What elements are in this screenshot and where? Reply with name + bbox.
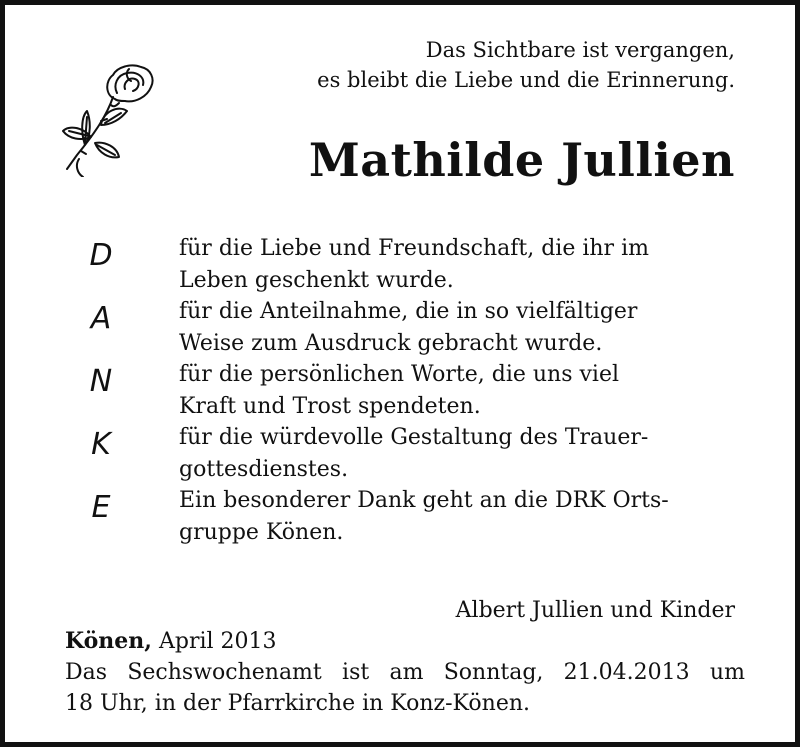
place-date — [65, 626, 277, 657]
notice-word: Sonntag, — [443, 660, 544, 685]
thanks-line: Leben geschenkt wurde. — [179, 267, 454, 293]
deceased-name: Mathilde Jullien — [308, 133, 735, 187]
thanks-line: gottesdienstes. — [179, 456, 349, 482]
thanks-line: gruppe Könen. — [179, 519, 344, 545]
thanks-line: für die Anteilnahme, die in so vielfältiger — [179, 299, 638, 324]
notice-word: ist — [342, 660, 370, 685]
danke-letter: K — [91, 427, 111, 462]
motto-line-2: es bleibt die Liebe und die Erinnerung. — [317, 68, 735, 92]
danke-letter: N — [89, 364, 113, 399]
notice-word: am — [389, 660, 424, 685]
rose-icon — [55, 55, 173, 177]
notice-word: Sechswochenamt — [127, 660, 322, 685]
motto-line-1: Das Sichtbare ist vergangen, — [425, 38, 735, 62]
service-notice — [65, 657, 745, 719]
notice-line-2: 18 Uhr, in der Pfarrkirche in Konz-Könen. — [65, 691, 530, 716]
thanks-text — [179, 233, 739, 548]
danke-letter: E — [91, 490, 111, 525]
thanks-line: für die würdevolle Gestaltung des Trauer- — [179, 425, 649, 450]
notice-word: 21.04.2013 — [563, 660, 690, 685]
thanks-line: Ein besonderer Dank geht an die DRK Orts- — [179, 488, 669, 513]
danke-letters — [73, 231, 129, 546]
thanks-line: Kraft und Trost spendeten. — [179, 393, 481, 419]
signer: Albert Jullien und Kinder — [455, 598, 735, 623]
danke-letter: D — [89, 238, 113, 273]
thanks-line: für die persönlichen Worte, die uns viel — [179, 362, 620, 387]
notice-word: um — [709, 660, 745, 685]
thanks-line: Weise zum Ausdruck gebracht wurde. — [179, 330, 603, 356]
thanks-line: für die Liebe und Freundschaft, die ihr im — [179, 236, 649, 261]
date: April 2013 — [158, 629, 277, 654]
place: Könen, — [65, 628, 152, 654]
notice-word: Das — [65, 660, 108, 685]
motto — [255, 35, 735, 95]
danke-letter: A — [90, 301, 112, 336]
notice-line-1 — [65, 657, 745, 688]
